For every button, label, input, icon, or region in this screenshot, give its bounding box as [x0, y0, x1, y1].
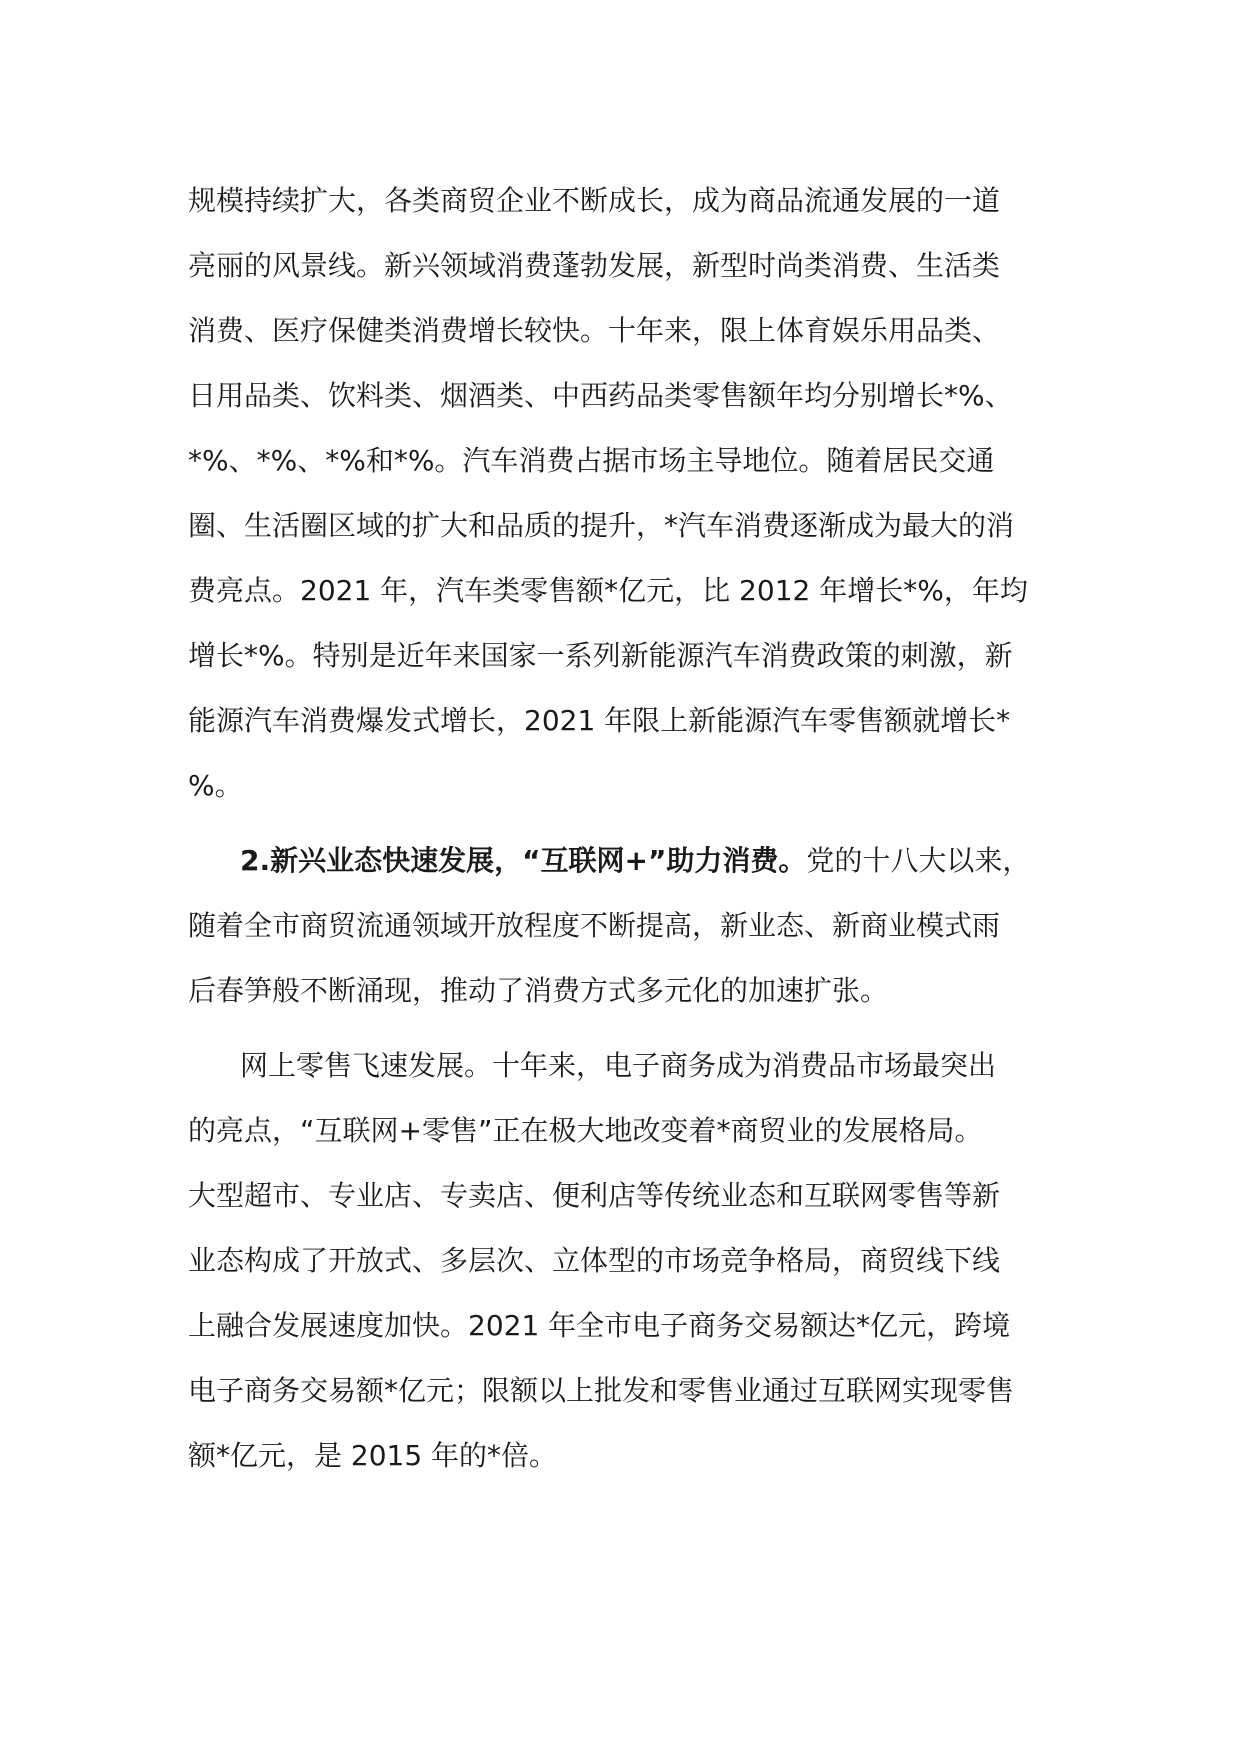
- paragraph-2: [188, 828, 1058, 1023]
- text-line: 网上零售飞速发展。十年来，电子商务成为消费品市场最突出: [240, 1049, 997, 1082]
- text-line: 亮丽的风景线。新兴领域消费蓬勃发展，新型时尚类消费、生活类: [188, 249, 1001, 282]
- paragraph-1: [188, 168, 1058, 818]
- text-line: 规模持续扩大，各类商贸企业不断成长，成为商品流通发展的一道: [188, 184, 1001, 217]
- text-line: 业态构成了开放式、多层次、立体型的市场竞争格局，商贸线下线: [188, 1244, 1001, 1277]
- paragraph-3: [188, 1033, 1058, 1488]
- text-line: 增长*%。特别是近年来国家一系列新能源汽车消费政策的刺激，新: [188, 639, 1013, 672]
- text-line: 能源汽车消费爆发式增长，2021 年限上新能源汽车零售额就增长*: [188, 704, 1011, 737]
- heading-followup-text: 党的十八大以来，: [806, 844, 1031, 877]
- document-page: [188, 168, 1058, 1488]
- text-line: %。: [188, 769, 243, 802]
- text-line: 费亮点。2021 年，汽车类零售额*亿元，比 2012 年增长*%，年均: [188, 574, 1028, 607]
- text-line: 的亮点，“互联网+零售”正在极大地改变着*商贸业的发展格局。: [188, 1114, 983, 1147]
- text-line: 额*亿元，是 2015 年的*倍。: [188, 1439, 558, 1472]
- section-heading: 2.新兴业态快速发展，“互联网+”助力消费。: [240, 844, 807, 877]
- text-line: 日用品类、饮料类、烟酒类、中西药品类零售额年均分别增长*%、: [188, 379, 1013, 412]
- text-line: 圈、生活圈区域的扩大和品质的提升，*汽车消费逐渐成为最大的消: [188, 509, 1015, 542]
- text-line: 电子商务交易额*亿元；限额以上批发和零售业通过互联网实现零售: [188, 1374, 1015, 1407]
- text-line: 随着全市商贸流通领域开放程度不断提高，新业态、新商业模式雨: [188, 909, 1001, 942]
- paragraph-gap: [188, 1023, 1058, 1033]
- paragraph-gap: [188, 818, 1058, 828]
- text-line: 后春笋般不断涌现，推动了消费方式多元化的加速扩张。: [188, 974, 889, 1007]
- text-line: 消费、医疗保健类消费增长较快。十年来，限上体育娱乐用品类、: [188, 314, 1001, 347]
- text-line: [188, 828, 1058, 893]
- text-line: 大型超市、专业店、专卖店、便利店等传统业态和互联网零售等新: [188, 1179, 1001, 1212]
- text-line: 上融合发展速度加快。2021 年全市电子商务交易额达*亿元，跨境: [188, 1309, 1011, 1342]
- text-line: *%、*%、*%和*%。汽车消费占据市场主导地位。随着居民交通: [188, 444, 995, 477]
